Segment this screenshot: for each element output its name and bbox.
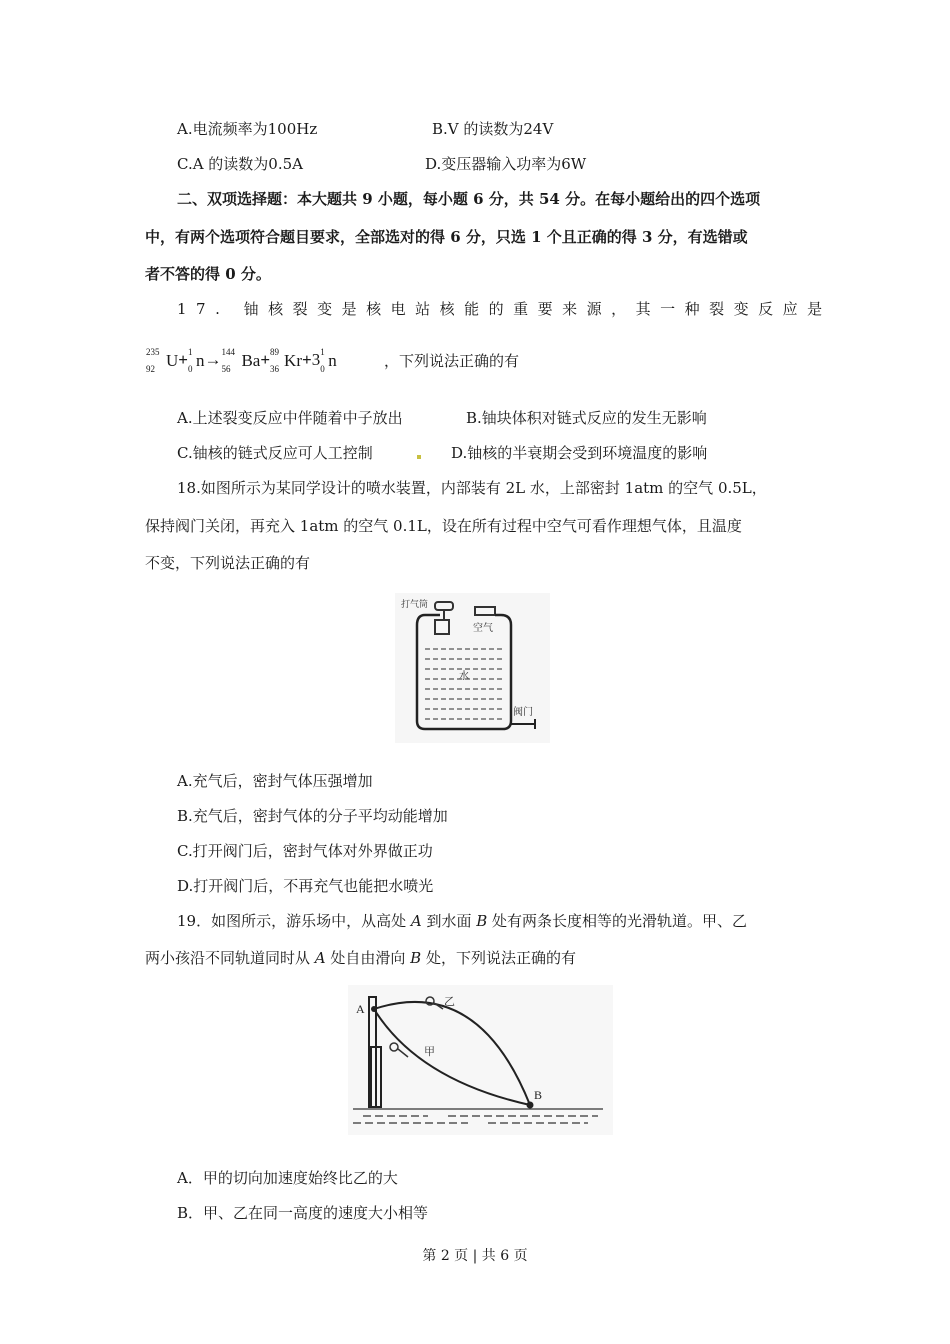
q18-option-d: D.打开阀门后，不再充气也能把水喷光 — [177, 877, 434, 895]
section2-heading-line2: 中，有两个选项符合题目要求，全部选对的得 6 分，只选 1 个且正确的得 3 分，有选错或 — [145, 228, 748, 246]
n-charge: 0 — [187, 364, 193, 375]
q19-stem-line1 — [177, 911, 747, 931]
kr-charge: 36 — [270, 364, 280, 375]
n-mass: 1 — [187, 347, 193, 358]
q16-option-d: D.变压器输入功率为6W — [425, 155, 587, 173]
reaction-arrow: → — [204, 350, 222, 369]
q19-line1-pre: 19．如图所示，游乐场中，从高处 — [177, 912, 411, 930]
coefficient: 3 — [311, 350, 321, 369]
q18-stem-line2: 保持阀门关闭，再充入 1atm 的空气 0.1L，设在所有过程中空气可看作理想气体，且温度 — [145, 517, 742, 535]
fig-label-a: A — [356, 1002, 365, 1016]
sprayer-figure — [395, 593, 550, 743]
page-footer: 第 2 页 | 共 6 页 — [422, 1248, 528, 1264]
q19-line2-pre: 两小孩沿不同轨道同时从 — [145, 949, 315, 967]
q19-stem-line2 — [145, 948, 576, 968]
q19-line1-post: 处有两条长度相等的光滑轨道。甲、乙 — [487, 912, 748, 930]
q18-option-c: C.打开阀门后，密封气体对外界做正功 — [177, 842, 433, 860]
q19-line1-mid: 到水面 — [421, 912, 477, 930]
q19-point-a: A — [410, 912, 422, 930]
q19-point-b-2: B — [410, 949, 422, 967]
q18-option-b: B.充气后，密封气体的分子平均动能增加 — [177, 807, 448, 825]
q19-line2-mid: 处自由滑向 — [325, 949, 411, 967]
kr-symbol: Kr — [284, 351, 302, 371]
ba-charge: 56 — [221, 364, 231, 375]
q19-point-a-2: A — [314, 949, 326, 967]
air-label: 空气 — [473, 623, 493, 634]
ba-symbol: Ba — [241, 351, 261, 371]
q16-option-c: C.A 的读数为0.5A — [177, 155, 303, 173]
q19-point-b: B — [476, 912, 488, 930]
q17-option-a: A.上述裂变反应中伴随着中子放出 — [177, 409, 403, 427]
n-symbol: n — [195, 351, 205, 371]
valve-label: 阀门 — [513, 707, 533, 718]
q17-option-b: B.铀块体积对链式反应的发生无影响 — [466, 409, 707, 427]
n2-symbol: n — [328, 351, 337, 371]
q18-option-a: A.充气后，密封气体压强增加 — [177, 772, 373, 790]
q17-equation: 235 92 U+ 1 0 n→ 144 56 Ba+ 89 36 Kr+3 1 0 n — [146, 347, 337, 375]
section2-heading-line3: 者不答的得 0 分。 — [145, 265, 271, 283]
q19-option-a: A．甲的切向加速度始终比乙的大 — [177, 1169, 398, 1187]
fig-label-jia: 甲 — [424, 1045, 435, 1058]
ba-mass: 144 — [221, 347, 235, 358]
q16-option-a: A.电流频率为100Hz — [177, 120, 318, 138]
u-charge: 92 — [146, 364, 155, 375]
q19-option-b: B．甲、乙在同一高度的速度大小相等 — [177, 1204, 429, 1222]
q17-stem-tail: ，下列说法正确的有 — [384, 352, 520, 370]
decorative-dot — [417, 455, 421, 459]
q17-stem: 17. 铀核裂变是核电站核能的重要来源，其一种裂变反应是 — [177, 300, 832, 318]
slide-track-figure — [348, 985, 613, 1135]
q18-stem-line3: 不变，下列说法正确的有 — [145, 554, 311, 572]
u-symbol: U — [166, 351, 179, 371]
water-label: 水 — [459, 671, 469, 682]
q17-option-c: C.铀核的链式反应可人工控制 — [177, 444, 373, 462]
q17-option-d: D.铀核的半衰期会受到环境温度的影响 — [451, 444, 708, 462]
kr-mass: 89 — [270, 347, 280, 358]
n2-charge: 0 — [320, 364, 325, 375]
q16-option-b: B.V 的读数为24V — [432, 120, 554, 138]
pump-label: 打气筒 — [401, 600, 429, 610]
n2-mass: 1 — [320, 347, 325, 358]
u-mass: 235 — [146, 347, 160, 358]
q18-stem-line1: 18.如图所示为某同学设计的喷水装置，内部装有 2L 水，上部密封 1atm 的空气 0.5L， — [177, 479, 767, 497]
q19-line2-post: 处，下列说法正确的有 — [421, 949, 576, 967]
section2-heading-line1: 二、双项选择题：本大题共 9 小题，每小题 6 分，共 54 分。在每小题给出的四个选项 — [177, 190, 761, 208]
fig-label-yi: 乙 — [444, 995, 455, 1008]
fig-label-b: B — [534, 1088, 543, 1102]
